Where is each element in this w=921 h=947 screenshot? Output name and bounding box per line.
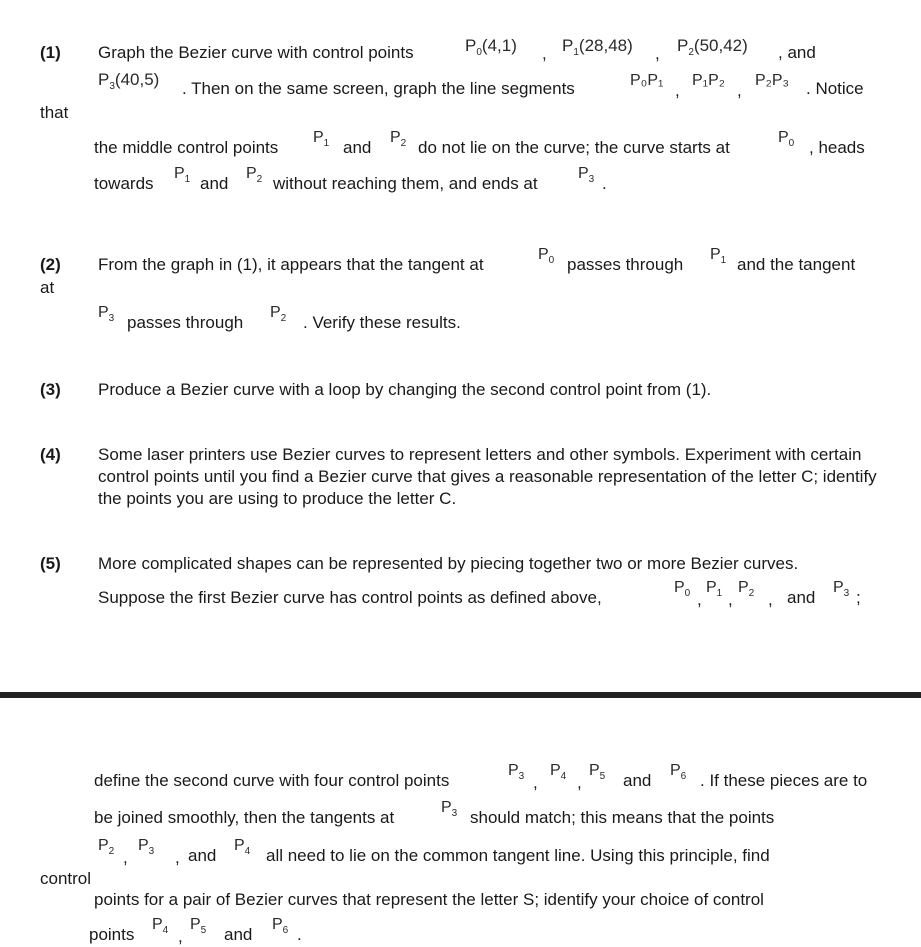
symbol-p6: $P_6$ <box>670 762 687 782</box>
q1-line4-end: . <box>602 174 607 193</box>
symbol-p3: $P_3$ <box>98 304 115 324</box>
q1-graph-text: Graph the Bezier curve with control points <box>98 43 414 62</box>
segment-p1p2: P₁P₂ <box>692 72 725 89</box>
symbol-p2: $P_2$ <box>98 837 115 857</box>
q1-line3-b: do not lie on the curve; the curve starts at <box>418 138 730 157</box>
symbol-p6: $P_6$ <box>272 916 289 936</box>
symbol-p4: $P_4$ <box>550 762 567 782</box>
symbol-p3: $P_3$ <box>138 837 155 857</box>
symbol-p5: $P_5$ <box>190 916 207 936</box>
q5-cont1-and: and <box>623 771 652 790</box>
q1-notice: . Notice <box>806 79 864 98</box>
q2-text-b: passes through <box>567 255 684 274</box>
symbol-p0: $P_0$ <box>674 579 691 599</box>
question-number: (5) <box>40 554 61 573</box>
q5-line2-a: Suppose the first Bezier curve has control points as defined above, <box>98 588 602 607</box>
comma: , <box>175 848 180 867</box>
symbol-p2: $P_2$ <box>738 579 755 599</box>
symbol-p1: $P_1$ <box>706 579 723 599</box>
q5-cont5-and: and <box>224 925 253 944</box>
q5-cont2-a: be joined smoothly, then the tangents at <box>94 808 395 827</box>
symbol-p3: $P_3$ <box>508 762 525 782</box>
symbol-p1: $P_1$ <box>174 165 191 185</box>
symbol-p2: $P_2$ <box>390 129 407 149</box>
symbol-p1: $P_1$ <box>710 246 727 266</box>
comma: , <box>728 590 733 609</box>
q1-then-text: . Then on the same screen, graph the line segments <box>182 79 575 98</box>
symbol-p0: $P_0$ <box>778 129 795 149</box>
comma: , <box>655 44 660 63</box>
symbol-p4: $P_4$ <box>152 916 169 936</box>
point-p3: $P_3(40,5)$ <box>98 70 160 92</box>
question-number: (4) <box>40 445 61 464</box>
symbol-p2: $P_2$ <box>270 304 287 324</box>
comma: , <box>737 81 742 100</box>
question-number: (2) <box>40 255 61 274</box>
comma: , <box>768 590 773 609</box>
question-number: (3) <box>40 380 61 399</box>
q5-control: control <box>40 869 92 888</box>
q1-line3-and: and <box>343 138 372 157</box>
symbol-p3: $P_3$ <box>578 165 595 185</box>
symbol-p0: $P_0$ <box>538 246 555 266</box>
q2-text-c: and the tangent <box>737 255 856 274</box>
q5-cont5-end: . <box>297 925 302 944</box>
q1-line3-a: the middle control points <box>94 138 279 157</box>
q5-cont1-a: define the second curve with four control points <box>94 771 450 790</box>
q1-line4-and: and <box>200 174 229 193</box>
comma: , <box>178 927 183 946</box>
q2-text-a: From the graph in (1), it appears that the tangent at <box>98 255 484 274</box>
q1-line4-b: without reaching them, and ends at <box>273 174 538 193</box>
q5-cont5-a: points <box>89 925 135 944</box>
comma: , <box>577 773 582 792</box>
symbol-p4: $P_4$ <box>234 837 251 857</box>
symbol-p1: $P_1$ <box>313 129 330 149</box>
q4-text: Some laser printers use Bezier curves to represent letters and other symbols. Experiment with certain control points until you find a Bezier curve that gives a reasonable representation of the letter C; identify the points you are using to produce the letter C. <box>98 445 877 508</box>
q1-that: that <box>40 103 69 122</box>
q5-cont3-and: and <box>188 846 217 865</box>
q2-line2-a: passes through <box>127 313 244 332</box>
q5-line2-and: and <box>787 588 816 607</box>
comma: , <box>533 773 538 792</box>
symbol-p3: $P_3$ <box>833 579 850 599</box>
question-number: (1) <box>40 43 61 62</box>
q1-and: , and <box>778 43 816 62</box>
comma: , <box>542 44 547 63</box>
comma: , <box>697 590 702 609</box>
point-p2: $P_2(50,42)$ <box>677 36 748 58</box>
q5-cont3-b: all need to lie on the common tangent line. Using this principle, find <box>266 846 770 865</box>
point-p0: $P_0(4,1)$ <box>465 36 517 58</box>
comma: , <box>123 848 128 867</box>
q5-line2-end: ; <box>856 588 861 607</box>
symbol-p3: $P_3$ <box>441 799 458 819</box>
q1-line3-c: , heads <box>809 138 865 157</box>
segment-p2p3: P₂P₃ <box>755 72 790 89</box>
q5-cont1-b: . If these pieces are to <box>700 771 868 790</box>
point-p1: $P_1(28,48)$ <box>562 36 633 58</box>
symbol-p5: $P_5$ <box>589 762 606 782</box>
q5-cont2-b: should match; this means that the points <box>470 808 775 827</box>
segment-p0p1: P₀P₁ <box>630 72 664 89</box>
comma: , <box>675 81 680 100</box>
symbol-p2: $P_2$ <box>246 165 263 185</box>
q5-line1: More complicated shapes can be represented by piecing together two or more Bezier curves. <box>98 554 799 573</box>
q2-at: at <box>40 278 55 297</box>
q3-text: Produce a Bezier curve with a loop by changing the second control point from (1). <box>98 380 712 399</box>
q5-cont4: points for a pair of Bezier curves that represent the letter S; identify your choice of control <box>94 890 764 909</box>
q1-line4-a: towards <box>94 174 154 193</box>
page-divider <box>0 692 921 698</box>
q2-line2-b: . Verify these results. <box>303 313 461 332</box>
